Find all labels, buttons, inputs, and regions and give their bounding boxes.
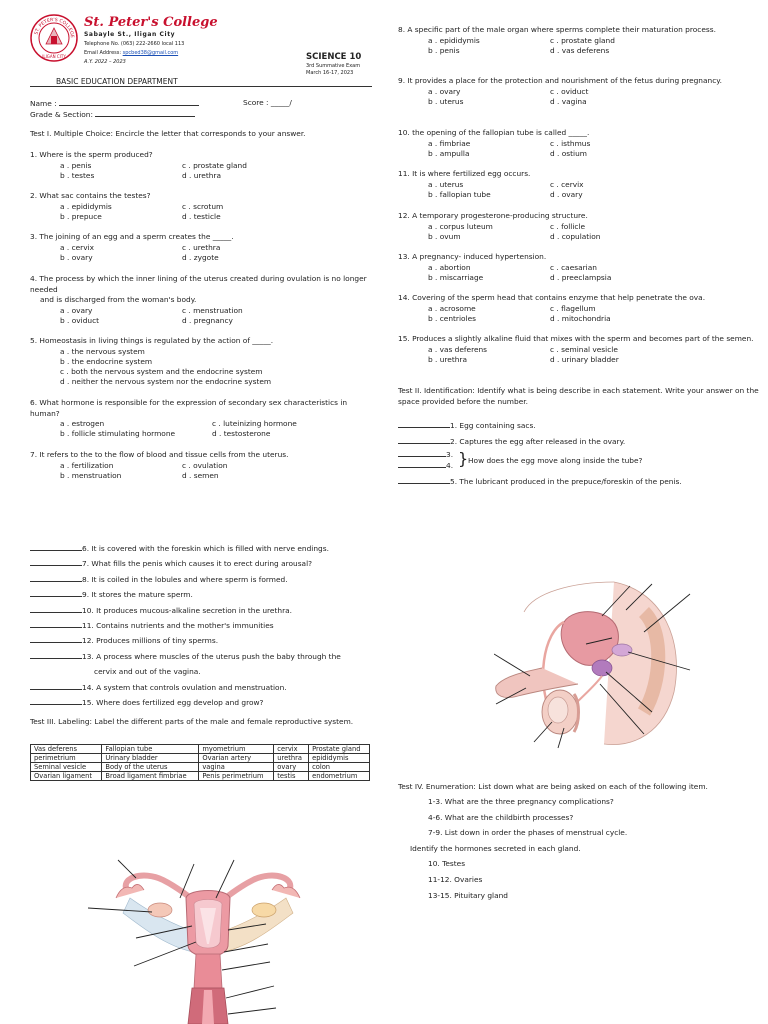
option[interactable]: a . vas deferens: [428, 344, 488, 354]
test1-instructions: Test I. Multiple Choice: Encircle the letter that corresponds to your answer.: [30, 129, 306, 138]
option[interactable]: d . zygote: [182, 252, 219, 262]
word-cell: myometrium: [199, 745, 274, 754]
word-cell: perimetrium: [31, 754, 102, 763]
option[interactable]: d . preeclampsia: [550, 272, 612, 282]
word-cell: epididymis: [309, 754, 370, 763]
subject: SCIENCE 10: [306, 52, 362, 62]
option[interactable]: d . copulation: [550, 231, 601, 241]
option[interactable]: b . the endocrine system: [60, 356, 153, 366]
answer-blank[interactable]: [30, 543, 82, 551]
option[interactable]: c . follicle: [550, 221, 586, 231]
school-name: St. Peter's College: [84, 15, 218, 30]
svg-text:ST. PETER'S COLLEGE: ST. PETER'S COLLEGE: [34, 17, 75, 39]
option[interactable]: b . uterus: [428, 96, 464, 106]
question-6: 6. What hormone is responsible for the expression of secondary sex characteristics in human? a . estrogen c . luteinizing hormone b . follicle stimulating hormone d . testosterone: [30, 398, 370, 439]
word-cell: testis: [274, 772, 309, 781]
telephone: Telephone No. (063) 222-2660 local 113: [84, 41, 185, 47]
identification-items-6-15: 6. It is covered with the foreskin which is filled with nerve endings. 7. What fills the penis which causes it to erect during arousal? 8. It is coiled in the lobules and where sperm is formed. 9. It stores the mature sperm. 10. It produces mucous-alkaline secretion in the urethra. 11. Contains nutrients and the mother's immunities 12. Produces millions of tiny sperms. 13. A process where muscles of the uterus push the baby through the cervix and out of the vagina. 14. A system that controls ovulation and menstruation. 15. Where does fertilized egg develop and grow?: [30, 541, 375, 710]
question-11: 11. It is where fertilized egg occurs. a . uterus c . cervix b . fallopian tube d . ovary: [398, 169, 764, 200]
option[interactable]: d . urethra: [182, 170, 221, 180]
table-row: [31, 745, 370, 754]
option[interactable]: b . centrioles: [428, 313, 476, 323]
word-cell: endometrium: [309, 772, 370, 781]
option[interactable]: a . estrogen: [60, 419, 105, 428]
word-cell: Penis perimetrium: [199, 772, 274, 781]
answer-blank[interactable]: [398, 449, 446, 457]
male-reproductive-diagram: [494, 572, 694, 752]
option[interactable]: d . vagina: [550, 96, 587, 106]
question-13: 13. A pregnancy- induced hypertension. a . abortion c . caesarian b . miscarriage d . preeclampsia: [398, 252, 764, 283]
answer-blank[interactable]: [30, 697, 82, 705]
grade-section-line: Grade & Section:: [30, 109, 195, 119]
enum-item: 7-9. List down in order the phases of menstrual cycle.: [428, 828, 628, 838]
word-cell: Ovarian artery: [199, 754, 274, 763]
school-address: Sabayle St., Iligan City: [84, 31, 176, 38]
option[interactable]: a . acrosome: [428, 303, 476, 313]
option[interactable]: c . isthmus: [550, 138, 591, 148]
answer-blank[interactable]: [30, 589, 82, 597]
option[interactable]: a . ovary: [428, 86, 461, 96]
question-4: 4. The process by which the inner lining of the uterus created during ovulation is no longer needed and is discharged from the woman's body. a . ovary c . menstruation b . oviduct d . pregnancy: [30, 274, 367, 325]
word-cell: Broad ligament fimbriae: [102, 772, 199, 781]
answer-blank[interactable]: [30, 635, 82, 643]
answer-blank[interactable]: [30, 574, 82, 582]
option[interactable]: a . abortion: [428, 262, 471, 272]
option[interactable]: c . cervix: [550, 179, 584, 189]
email-link[interactable]: spcbed38@gmail.com: [122, 50, 179, 56]
option[interactable]: c . both the nervous system and the endocrine system: [60, 366, 263, 376]
question-5: 5. Homeostasis in living things is regulated by the action of _____. a . the nervous system b . the endocrine system c . both the nervous system and the endocrine system d . neither the nervous system nor the endocrine system: [30, 336, 370, 387]
question-1: 1. Where is the sperm produced? a . penis c . prostate gland b . testes d . urethra: [30, 150, 370, 181]
option[interactable]: d . ostium: [550, 148, 587, 158]
option[interactable]: d . semen: [182, 470, 219, 480]
hormones-heading: Identify the hormones secreted in each gland.: [410, 843, 581, 853]
word-cell: Prostate gland: [309, 745, 370, 754]
option[interactable]: d . mitochondria: [550, 313, 611, 323]
score-line: Score : _____/: [243, 98, 292, 107]
question-7: 7. It refers to the to the flow of blood and tissue cells from the uterus. a . fertilization c . ovulation b . menstruation d . semen: [30, 450, 370, 481]
svg-text:ILIGAN CITY: ILIGAN CITY: [42, 54, 66, 59]
option[interactable]: a . cervix: [60, 242, 95, 252]
word-bank-table: [30, 744, 370, 781]
name-field[interactable]: [59, 98, 199, 106]
question-12: 12. A temporary progesterone-producing structure. a . corpus luteum c . follicle b . ovum d . copulation: [398, 211, 764, 242]
word-cell: Fallopian tube: [102, 745, 199, 754]
brace-icon: }: [458, 449, 469, 468]
option[interactable]: c . menstruation: [182, 305, 243, 315]
enum-item: 4-6. What are the childbirth processes?: [428, 812, 574, 822]
word-cell: Seminal vesicle: [31, 763, 102, 772]
test3-instructions: Test III. Labeling: Label the different parts of the male and female reproductive system.: [30, 717, 354, 726]
table-row: [31, 772, 370, 781]
test4-instructions: Test IV. Enumeration: List down what are being asked on each of the following item.: [398, 782, 708, 791]
answer-blank[interactable]: [30, 605, 82, 613]
option[interactable]: a . corpus luteum: [428, 221, 493, 231]
option[interactable]: b . ovum: [428, 231, 461, 241]
word-cell: urethra: [274, 754, 309, 763]
option[interactable]: a . fimbriae: [428, 138, 471, 148]
question-8: 8. A specific part of the male organ where sperms complete their maturation process. a . epididymis c . prostate gland b . penis d . vas deferens: [398, 25, 716, 55]
word-cell: colon: [309, 763, 370, 772]
question-3: 3. The joining of an egg and a sperm creates the _____. a . cervix c . urethra b . ovary d . zygote: [30, 232, 370, 263]
option[interactable]: a . the nervous system: [60, 346, 145, 356]
answer-blank[interactable]: [398, 460, 446, 468]
table-row: [31, 763, 370, 772]
answer-blank[interactable]: [30, 620, 82, 628]
name-line: Name :: [30, 98, 199, 108]
answer-blank[interactable]: [398, 420, 450, 428]
option[interactable]: c . scrotum: [182, 201, 224, 211]
option[interactable]: c . seminal vesicle: [550, 344, 618, 354]
option[interactable]: d . urinary bladder: [550, 354, 619, 364]
answer-blank[interactable]: [398, 476, 450, 484]
academic-year: A.Y. 2022 – 2023: [84, 59, 126, 65]
option[interactable]: c . oviduct: [550, 86, 589, 96]
option[interactable]: c . prostate gland: [182, 160, 247, 170]
option[interactable]: c . flagellum: [550, 303, 596, 313]
option[interactable]: b . testes: [60, 170, 95, 180]
exam-name: 3rd Summative Exam: [306, 63, 361, 69]
option[interactable]: a . ovary: [60, 305, 93, 315]
option[interactable]: b . penis: [428, 45, 460, 55]
exam-date: March 16-17, 2023: [306, 70, 354, 76]
option[interactable]: b . fallopian tube: [428, 189, 491, 199]
question-14: 14. Covering of the sperm head that contains enzyme that help penetrate the ova. a . acrosome c . flagellum b . centrioles d . mitochondria: [398, 293, 706, 323]
option[interactable]: c . caesarian: [550, 262, 597, 272]
question-2: 2. What sac contains the testes? a . epididymis c . scrotum b . prepuce d . testicle: [30, 191, 370, 222]
option[interactable]: b . ovary: [60, 252, 93, 262]
answer-blank[interactable]: [30, 558, 82, 566]
word-cell: cervix: [274, 745, 309, 754]
option[interactable]: a . penis: [60, 160, 92, 170]
word-cell: Urinary bladder: [102, 754, 199, 763]
test2-instructions: Test II. Identification: Identify what is being describe in each statement. Write your answer on the space provided before the number.: [398, 386, 759, 406]
word-cell: Ovarian ligament: [31, 772, 102, 781]
female-reproductive-diagram: [88, 858, 328, 1024]
word-cell: Vas deferens: [31, 745, 102, 754]
enumeration-items: [398, 794, 764, 903]
option[interactable]: b . ampulla: [428, 148, 470, 158]
enum-item: 1-3. What are the three pregnancy complications?: [428, 797, 614, 806]
option[interactable]: d . pregnancy: [182, 315, 233, 325]
word-cell: ovary: [274, 763, 309, 772]
school-seal-icon: [30, 14, 78, 62]
option[interactable]: b . oviduct: [60, 315, 100, 325]
option[interactable]: d . testicle: [182, 211, 221, 221]
option[interactable]: c . luteinizing hormone: [212, 419, 297, 428]
enum-item: 10. Testes: [428, 859, 466, 869]
option[interactable]: d . testosterone: [212, 429, 271, 438]
option[interactable]: a . uterus: [428, 179, 464, 189]
option[interactable]: c . ovulation: [182, 460, 228, 470]
table-row: [31, 754, 370, 763]
option[interactable]: a . epididymis: [428, 35, 480, 45]
answer-blank[interactable]: [398, 436, 450, 444]
option[interactable]: b . menstruation: [60, 470, 122, 480]
identification-items-1-5: 1. Egg containing sacs. 2. Captures the egg after released in the ovary. 3. 4. } How does the egg move along inside the tube? 5. The lubricant produced in the prepuce/foreskin of the penis.: [398, 418, 764, 490]
option[interactable]: b . follicle stimulating hormone: [60, 429, 176, 438]
option[interactable]: a . fertilization: [60, 460, 114, 470]
department: BASIC EDUCATION DEPARTMENT: [56, 77, 178, 86]
header-divider: [30, 86, 372, 87]
answer-blank[interactable]: [30, 682, 82, 690]
word-cell: vagina: [199, 763, 274, 772]
option[interactable]: b . urethra: [428, 354, 467, 364]
grade-section-field[interactable]: [95, 109, 195, 117]
question-10: 10. the opening of the fallopian tube is called _____. a . fimbriae c . isthmus b . ampulla d . ostium: [398, 128, 764, 159]
option[interactable]: d . neither the nervous system nor the endocrine system: [60, 376, 272, 386]
option[interactable]: b . miscarriage: [428, 272, 484, 282]
question-9: 9. It provides a place for the protection and nourishment of the fetus during pregnancy. a . ovary c . oviduct b . uterus d . vagina: [398, 76, 722, 106]
enum-item: 11-12. Ovaries: [428, 874, 483, 884]
question-15: 15. Produces a slightly alkaline fluid that mixes with the sperm and becomes part of the semen. a . vas deferens c . seminal vesicle b . urethra d . urinary bladder: [398, 334, 754, 364]
option[interactable]: d . vas deferens: [550, 45, 610, 55]
enum-item: 13-15. Pituitary gland: [428, 890, 508, 900]
email-line: Email Address: spcbed38@gmail.com: [84, 50, 179, 56]
answer-blank[interactable]: [30, 651, 82, 659]
word-cell: Body of the uterus: [102, 763, 199, 772]
option[interactable]: c . prostate gland: [550, 35, 615, 45]
option[interactable]: a . epididymis: [60, 201, 112, 211]
option[interactable]: c . urethra: [182, 242, 221, 252]
option[interactable]: d . ovary: [550, 189, 583, 199]
option[interactable]: b . prepuce: [60, 211, 102, 221]
